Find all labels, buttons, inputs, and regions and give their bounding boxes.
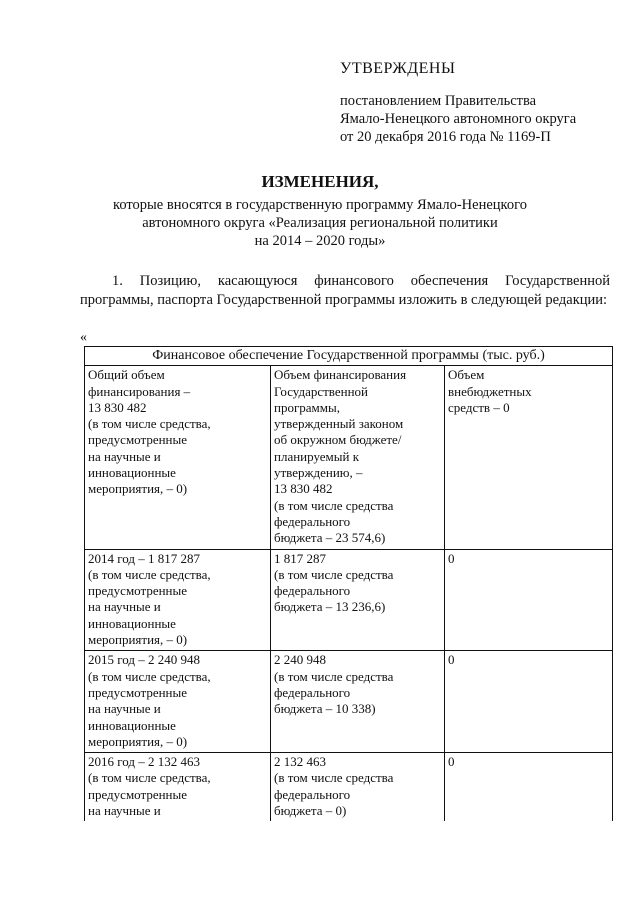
- table-cell-extrabudget: [445, 753, 613, 822]
- table-caption-row: [85, 347, 613, 366]
- table-cell-total: [85, 549, 271, 651]
- cell-line: 0: [448, 652, 455, 668]
- cell-line: на научные и: [88, 701, 161, 717]
- opening-quote: «: [80, 330, 87, 345]
- cell-line: утверждению, –: [274, 465, 363, 481]
- cell-line: средств – 0: [448, 399, 510, 415]
- cell-line: инновационные: [88, 717, 176, 733]
- document-heading: [60, 172, 580, 250]
- cell-line: (в том числе средства,: [88, 566, 211, 582]
- cell-line: на научные и: [88, 448, 161, 464]
- cell-line: внебюджетных: [448, 383, 532, 399]
- approval-line: постановлением Правительства: [340, 93, 537, 109]
- cell-line: 2015 год – 2 240 948: [88, 652, 200, 668]
- cell-line: об окружном бюджете/: [274, 432, 402, 448]
- table-cell-extrabudget: [445, 549, 613, 651]
- cell-line: 2 240 948: [274, 652, 326, 668]
- cell-line: мероприятия, – 0): [88, 632, 188, 648]
- table-row: [85, 753, 613, 822]
- cell-line: федерального: [274, 786, 351, 802]
- cell-line: инновационные: [88, 465, 176, 481]
- finance-table: [84, 346, 613, 821]
- cell-line: (в том числе средства: [274, 497, 394, 513]
- cell-line: федерального: [274, 583, 351, 599]
- approval-title: УТВЕРЖДЕНЫ: [340, 60, 456, 77]
- cell-line: 0: [448, 754, 455, 770]
- cell-line: федерального: [274, 684, 351, 700]
- cell-line: (в том числе средства: [274, 566, 394, 582]
- approval-line: Ямало-Ненецкого автономного округа: [340, 111, 577, 127]
- cell-line: (в том числе средства,: [88, 668, 211, 684]
- cell-line: на научные и: [88, 599, 161, 615]
- heading-line: на 2014 – 2020 годы»: [254, 233, 386, 249]
- table-cell-total: [85, 651, 271, 753]
- cell-line: 13 830 482: [274, 481, 333, 497]
- cell-line: 1 817 287: [274, 550, 326, 566]
- cell-line: финансирования –: [88, 383, 191, 399]
- table-cell-budget: [271, 366, 445, 549]
- cell-line: утвержденный законом: [274, 416, 404, 432]
- table-cell-budget: [271, 651, 445, 753]
- cell-line: бюджета – 0): [274, 803, 347, 819]
- cell-line: 2016 год – 2 132 463: [88, 754, 200, 770]
- heading-title: ИЗМЕНЕНИЯ,: [261, 172, 379, 191]
- table-cell-total: [85, 753, 271, 822]
- cell-line: предусмотренные: [88, 786, 188, 802]
- cell-line: (в том числе средства,: [88, 416, 211, 432]
- heading-line: которые вносятся в государственную программу Ямало-Ненецкого: [113, 197, 527, 213]
- cell-line: 13 830 482: [88, 399, 147, 415]
- cell-line: бюджета – 10 338): [274, 701, 376, 717]
- approval-block: [340, 60, 620, 146]
- cell-line: (в том числе средства,: [88, 770, 211, 786]
- cell-line: мероприятия, – 0): [88, 481, 188, 497]
- cell-line: Государственной: [274, 383, 369, 399]
- cell-line: (в том числе средства: [274, 668, 394, 684]
- cell-line: 2014 год – 1 817 287: [88, 550, 200, 566]
- cell-line: инновационные: [88, 615, 176, 631]
- cell-line: Объем финансирования: [274, 367, 407, 383]
- table-cell-budget: [271, 753, 445, 822]
- cell-line: предусмотренные: [88, 684, 188, 700]
- cell-line: федерального: [274, 513, 351, 529]
- cell-line: Общий объем: [88, 367, 165, 383]
- cell-line: бюджета – 13 236,6): [274, 599, 386, 615]
- change-paragraph: [80, 272, 610, 310]
- cell-line: планируемый к: [274, 448, 360, 464]
- cell-line: на научные и: [88, 803, 161, 819]
- heading-line: автономного округа «Реализация региональной политики: [142, 215, 498, 231]
- cell-line: Объем: [448, 367, 485, 383]
- cell-line: мероприятия, – 0): [88, 733, 188, 749]
- paragraph-text: 1. Позицию, касающуюся финансового обеспечения Государственной программы, паспорта Государственной программы изложить в следующей редакции:: [80, 273, 610, 308]
- cell-line: предусмотренные: [88, 432, 188, 448]
- cell-line: программы,: [274, 399, 340, 415]
- cell-line: предусмотренные: [88, 583, 188, 599]
- table-row: [85, 651, 613, 753]
- table-row: [85, 366, 613, 549]
- table-cell-total: [85, 366, 271, 549]
- cell-line: (в том числе средства: [274, 770, 394, 786]
- table-cell-extrabudget: [445, 651, 613, 753]
- table-row: [85, 549, 613, 651]
- cell-line: бюджета – 23 574,6): [274, 530, 386, 546]
- cell-line: 2 132 463: [274, 754, 326, 770]
- cell-line: 0: [448, 550, 455, 566]
- table-cell-budget: [271, 549, 445, 651]
- approval-line: от 20 декабря 2016 года № 1169-П: [340, 129, 551, 145]
- table-caption: Финансовое обеспечение Государственной программы (тыс. руб.): [85, 347, 613, 366]
- table-cell-extrabudget: [445, 366, 613, 549]
